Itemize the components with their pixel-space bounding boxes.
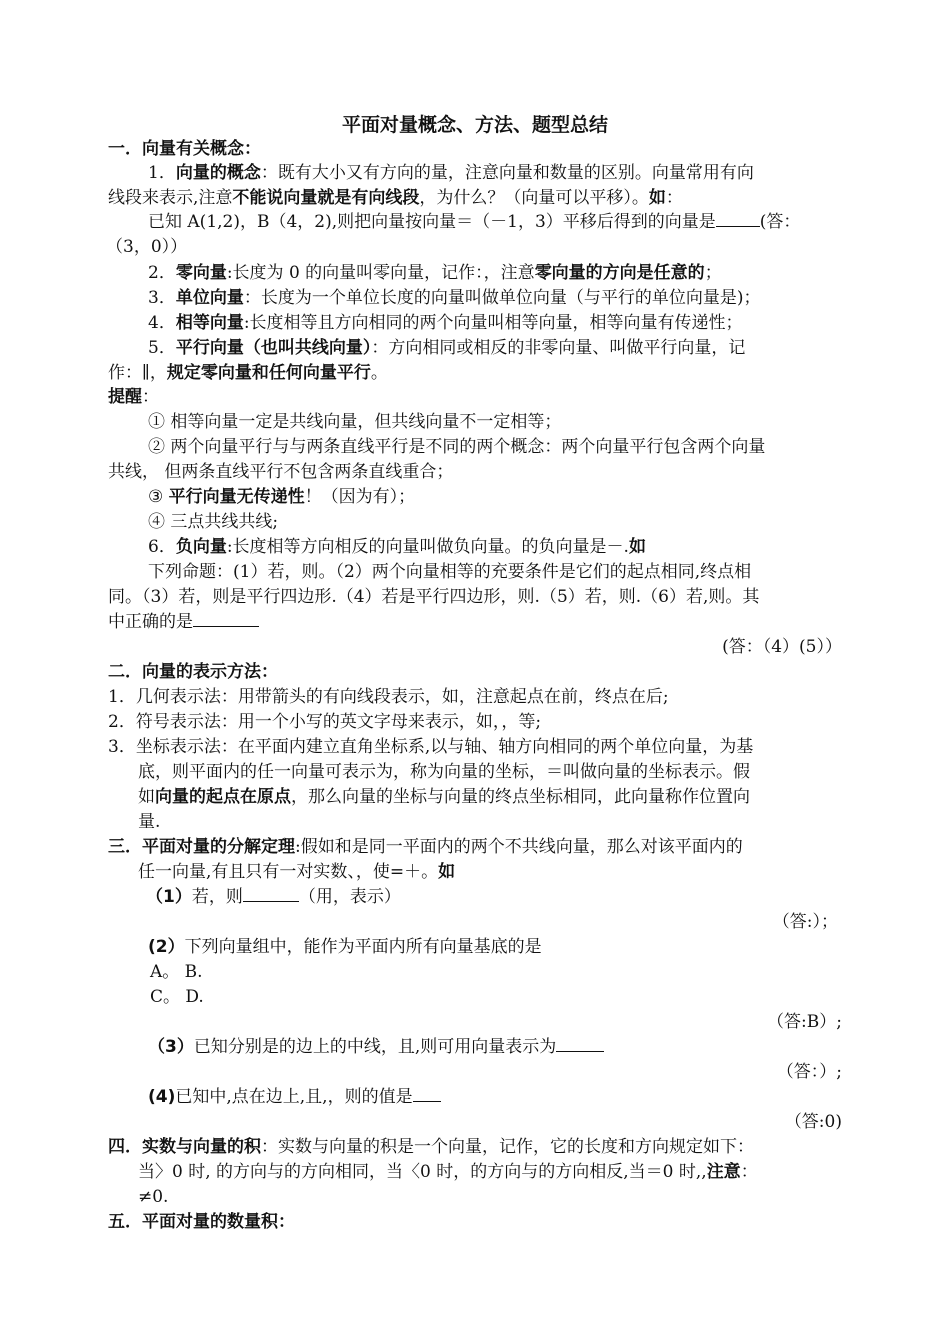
tip-3-number: ③ <box>148 487 169 507</box>
concept-3-text: ：长度为一个单位长度的向量叫做单位向量（与平行的单位向量是)； <box>243 288 761 308</box>
concept-1-ru: 如 <box>648 188 666 208</box>
concept-4-number: 4． <box>148 313 176 333</box>
concept-1-number: 1． <box>148 163 176 183</box>
section-3-line-2 <box>138 860 455 884</box>
question-2-number: (2） <box>148 937 185 957</box>
question-3-number: （3） <box>148 1037 194 1057</box>
concept-6-number: 6． <box>148 537 176 557</box>
concept-3-term: 单位向量 <box>175 288 244 308</box>
concept-5-line-1 <box>148 336 745 360</box>
question-2-text: 下列向量组中，能作为平面内所有向量基底的是 <box>184 937 542 957</box>
concept-2 <box>148 261 722 285</box>
example-6-line-3 <box>108 610 259 634</box>
concept-1-colon: ： <box>665 188 683 208</box>
example-1-answer: （3，0）） <box>106 237 188 257</box>
example-1-answer-label: (答： <box>759 212 801 232</box>
concept-5-end: 。 <box>370 363 388 383</box>
example-1-line-1 <box>148 210 800 234</box>
concept-5-bold: 规定零向量和任何向量平行 <box>166 363 371 383</box>
section-3-text-2: 任一向量,有且只有一对实数、，使=＋。 <box>138 862 439 882</box>
section-1-heading: 一．向量有关概念： <box>108 139 261 159</box>
section-4-text-2: 当〉0 时, 的方向与的方向相同，当〈0 时，的方向与的方向相反,当＝0 时,, <box>138 1162 707 1182</box>
example-6-answer: (答：（4）(5）） <box>722 637 842 657</box>
method-3-line-1: 3．坐标表示法：在平面内建立直角坐标系,以与轴、轴方向相同的两个单位向量，为基 <box>108 737 754 757</box>
method-3-line-2: 底，则平面内的任一向量可表示为，称为向量的坐标，＝叫做向量的坐标表示。假 <box>138 762 750 782</box>
tip-3-bold: 平行向量无传递性 <box>168 487 305 507</box>
concept-4 <box>148 311 743 335</box>
concept-5-text: ：方向相同或相反的非零向量、叫做平行向量，记 <box>371 338 746 358</box>
concept-1-line-2 <box>108 186 683 210</box>
answer-blank <box>556 1035 604 1052</box>
question-1-answer: （答:）； <box>772 912 838 932</box>
section-4-colon: ： <box>740 1162 758 1182</box>
question-1 <box>146 885 401 909</box>
question-3-answer: （答：）; <box>776 1062 842 1082</box>
concept-2-bold: 零向量的方向是任意的 <box>534 263 705 283</box>
section-4-heading: 四．实数与向量的积 <box>108 1137 261 1157</box>
tip-1: ① 相等向量一定是共线向量，但共线向量不一定相等； <box>148 412 562 432</box>
concept-5-term: 平行向量（也叫共线向量） <box>175 338 372 358</box>
question-2 <box>148 935 542 959</box>
question-3 <box>148 1035 604 1059</box>
question-1-text: 若，则 <box>191 887 243 907</box>
concept-1-term: 向量的概念 <box>175 163 261 183</box>
example-6-text: 中正确的是 <box>108 612 193 632</box>
section-2-heading: 二．向量的表示方法： <box>108 662 278 682</box>
example-6-line-1: 下列命题：(1）若，则。（2）两个向量相等的充要条件是它们的起点相同,终点相 <box>148 562 752 582</box>
section-5-heading: 五．平面对量的数量积： <box>108 1212 295 1232</box>
section-4-note: 注意 <box>706 1162 741 1182</box>
question-4-text: 已知中,点在边上,且,，则的值是 <box>175 1087 413 1107</box>
method-3-line-3 <box>138 785 750 809</box>
answer-blank <box>413 1085 441 1102</box>
section-4-line-1 <box>108 1135 754 1159</box>
method-2: 2．符号表示法：用一个小写的英文字母来表示，如，，等; <box>108 712 542 732</box>
concept-6-text: :长度相等方向相反的向量叫做负向量。的负向量是－. <box>226 537 629 557</box>
tip-3 <box>148 485 415 509</box>
method-3-text-c: ，那么向量的坐标与向量的终点坐标相同，此向量称作位置向 <box>291 787 750 807</box>
tip-2-line-2: 共线， 但两条直线平行不包含两条直线重合； <box>108 462 454 482</box>
tip-3-text: ！（因为有）； <box>304 487 416 507</box>
concept-2-text: :长度为 0 的向量叫零向量，记作：，注意 <box>226 263 535 283</box>
section-4-text: ：实数与向量的积是一个向量，记作，它的长度和方向规定如下： <box>261 1137 754 1157</box>
method-3-text-a: 如 <box>138 787 155 807</box>
concept-4-term: 相等向量 <box>175 313 244 333</box>
concept-1-bold: 不能说向量就是有向线段 <box>232 188 420 208</box>
method-1: 1．几何表示法：用带箭头的有向线段表示，如，注意起点在前，终点在后; <box>108 687 669 707</box>
tip-heading <box>108 385 159 409</box>
concept-5-number: 5． <box>148 338 176 358</box>
tip-colon: ： <box>142 387 159 407</box>
concept-4-text: :长度相等且方向相同的两个向量叫相等向量，相等向量有传递性； <box>243 313 743 333</box>
question-1-number: （1） <box>146 887 192 907</box>
concept-5-text-a: 作：∥， <box>108 363 167 383</box>
concept-5-line-2 <box>108 361 388 385</box>
concept-3 <box>148 286 760 310</box>
concept-1-line-1 <box>148 161 754 185</box>
question-3-text: 已知分别是的边上的中线，且,则可用向量表示为 <box>193 1037 557 1057</box>
section-3-text: :假如和是同一平面内的两个不共线向量，那么对该平面内的 <box>295 837 743 857</box>
section-3-ru: 如 <box>438 862 456 882</box>
tip-4: ④ 三点共线共线; <box>148 512 279 532</box>
tip-label: 提醒 <box>108 387 142 407</box>
question-2-options-cd: C。 D. <box>150 987 204 1007</box>
question-2-options-ab: A。 B. <box>150 962 203 982</box>
question-4-number: (4) <box>148 1087 176 1107</box>
concept-6-term: 负向量 <box>175 537 227 557</box>
answer-blank <box>243 885 299 902</box>
concept-6 <box>148 535 646 559</box>
concept-1-text-a: 线段来表示,注意 <box>108 188 233 208</box>
tip-2-line-1: ② 两个向量平行与与两条直线平行是不同的两个概念：两个向量平行包含两个向量 <box>148 437 766 457</box>
concept-1-text-c: ，为什么？（向量可以平移）。 <box>419 188 649 208</box>
example-6-line-2: 同。（3）若，则是平行四边形.（4）若是平行四边形，则.（5）若，则.（6）若,则。其 <box>108 587 760 607</box>
question-2-answer: （答:B）; <box>767 1012 842 1032</box>
section-4-line-2 <box>138 1160 758 1184</box>
concept-1-text: ：既有大小又有方向的量，注意向量和数量的区别。向量常用有向 <box>260 163 754 183</box>
answer-blank <box>716 210 760 227</box>
question-1-tail: （用，表示） <box>298 887 401 907</box>
concept-2-number: 2． <box>148 263 176 283</box>
method-3-line-4: 量. <box>138 812 161 832</box>
question-4-answer: （答:0) <box>784 1112 842 1132</box>
section-4-line-3: ≠0. <box>138 1187 169 1207</box>
page-title: 平面对量概念、方法、题型总结 <box>341 114 608 136</box>
method-3-bold: 向量的起点在原点 <box>155 787 291 807</box>
section-3-line-1 <box>108 835 743 859</box>
section-3-heading: 三．平面对量的分解定理 <box>108 837 295 857</box>
concept-2-end: ； <box>704 263 722 283</box>
question-4 <box>148 1085 441 1109</box>
concept-6-ru: 如 <box>628 537 646 557</box>
concept-3-number: 3． <box>148 288 176 308</box>
concept-2-term: 零向量 <box>175 263 227 283</box>
example-1-text: 已知 A(1,2)，B（4，2),则把向量按向量＝（－1，3）平移后得到的向量是 <box>148 212 716 232</box>
answer-blank <box>193 610 259 627</box>
